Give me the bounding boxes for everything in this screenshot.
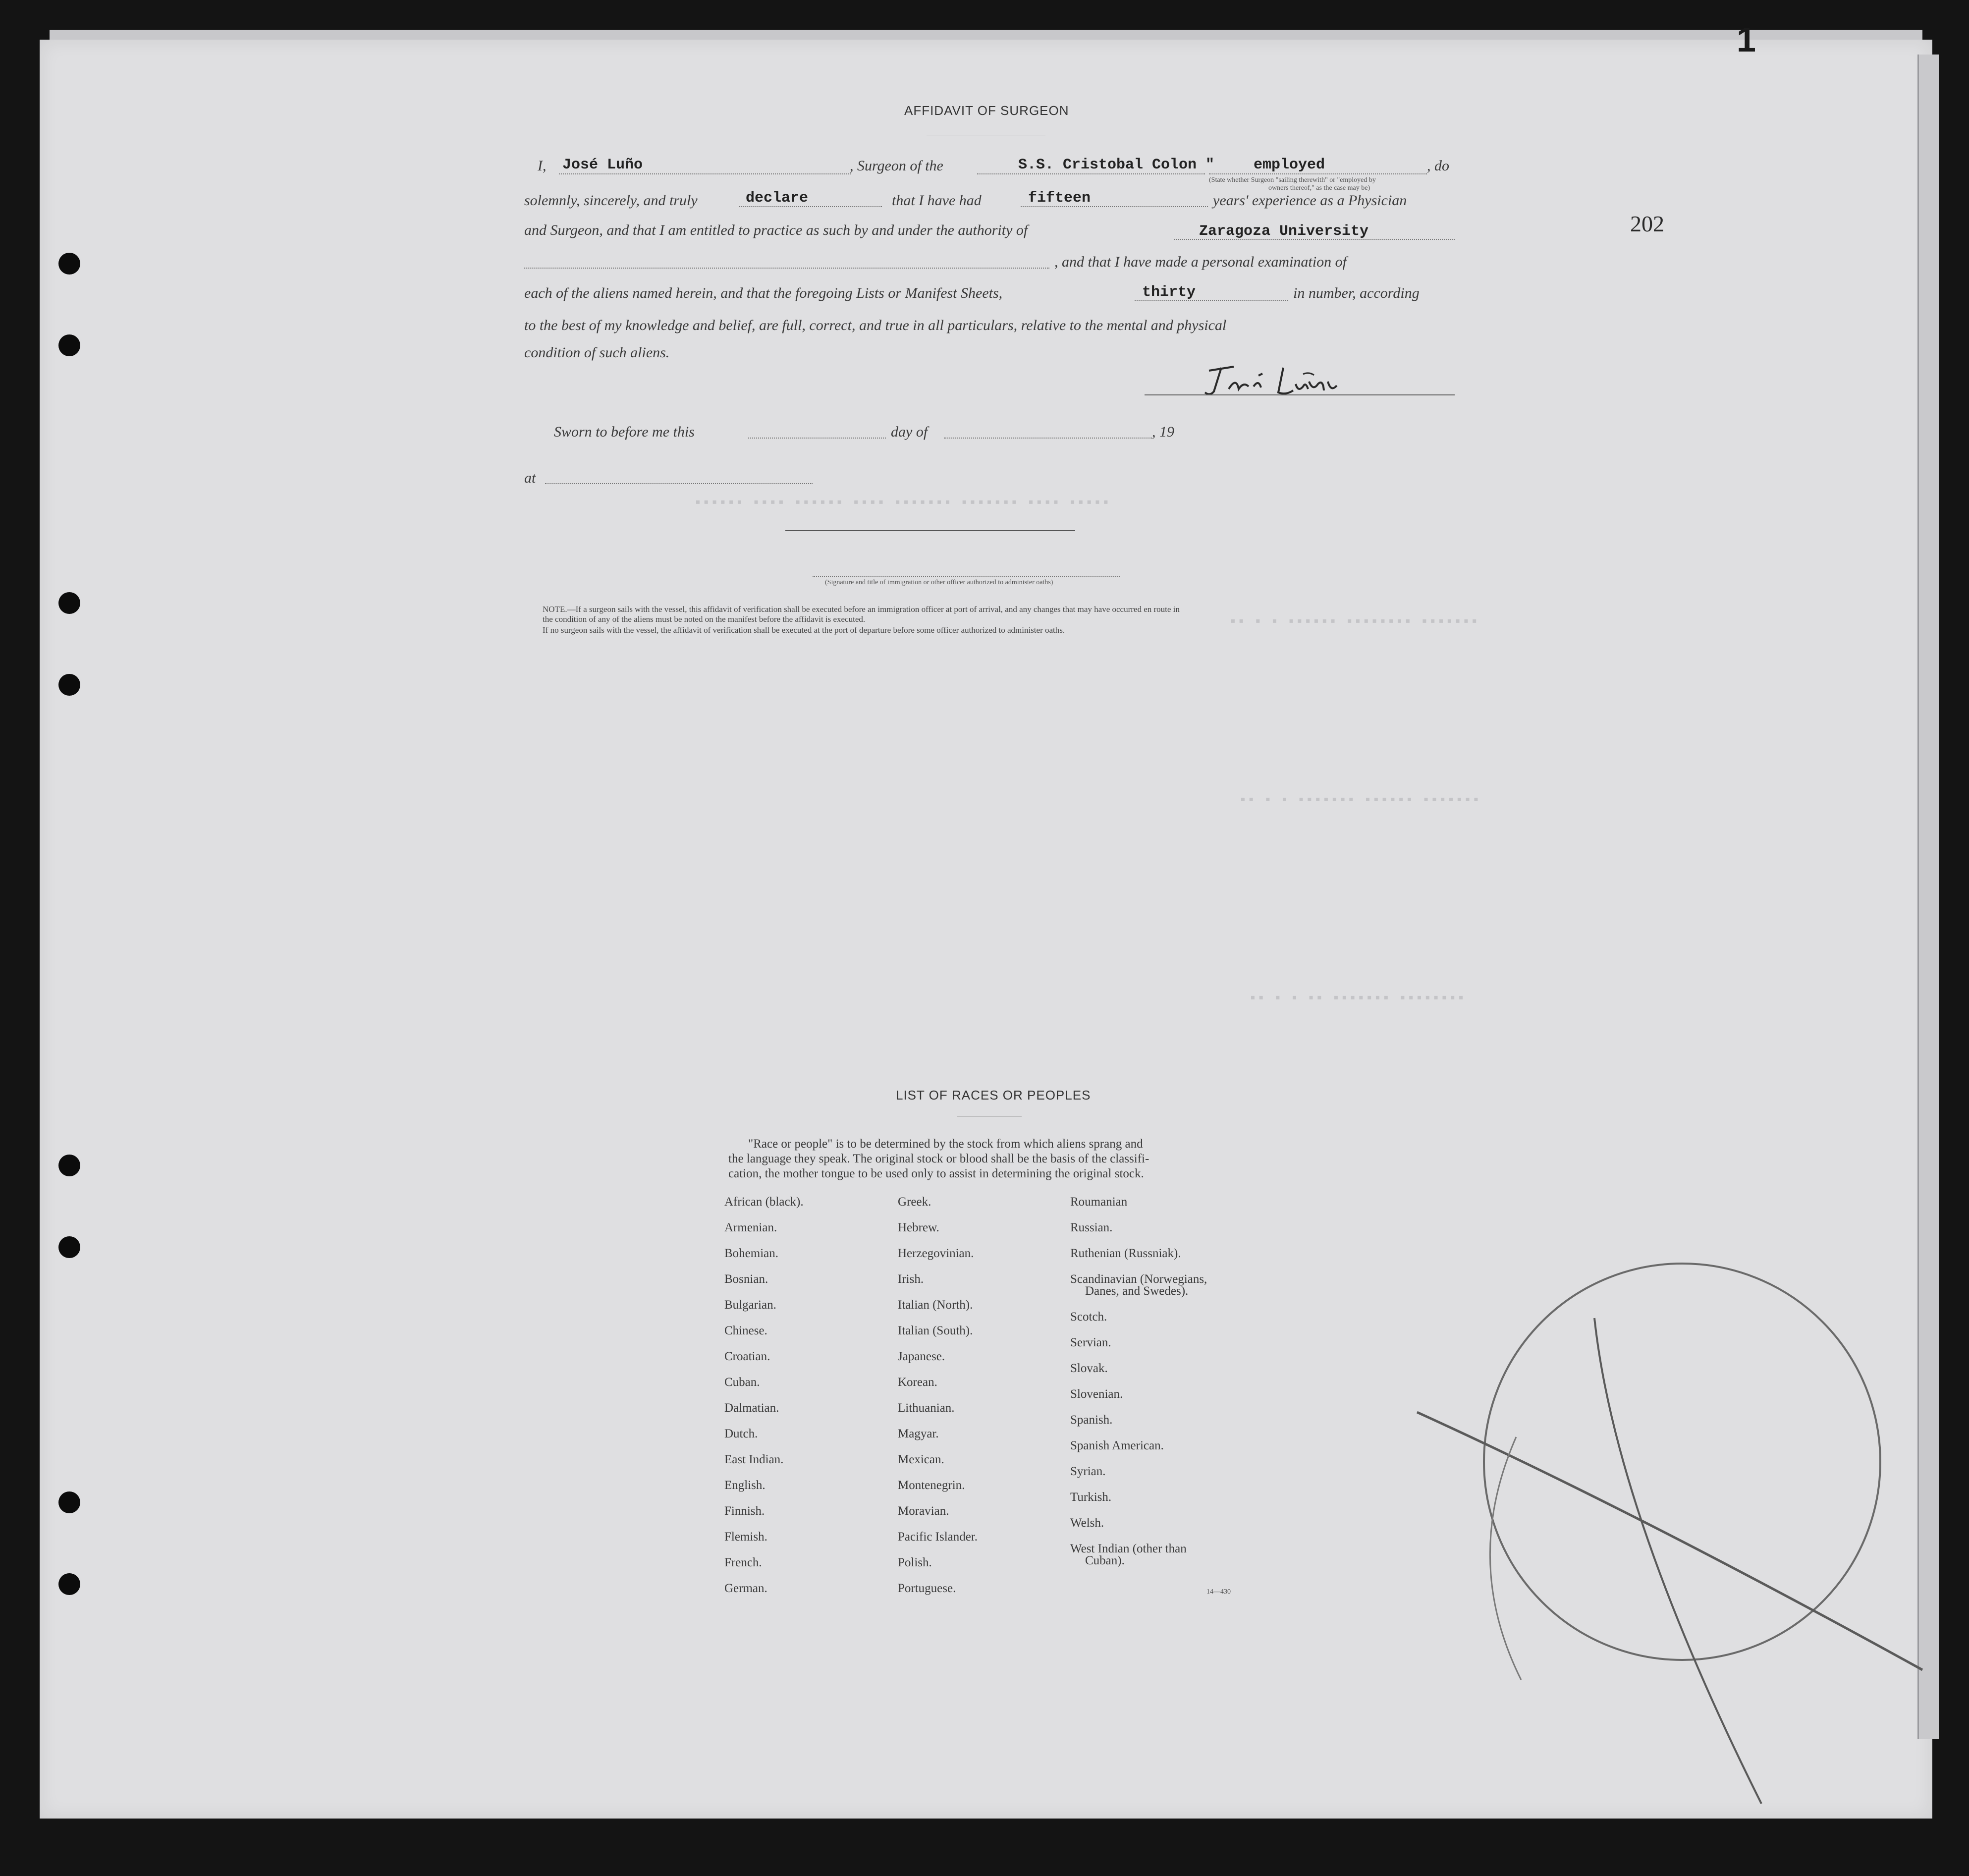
affidavit-line2-mid: that I have had bbox=[892, 192, 982, 209]
race-item: German. bbox=[724, 1582, 767, 1595]
race-item: Japanese. bbox=[898, 1350, 945, 1363]
note-line: the condition of any of the aliens must be noted on the manifest before the affidavit is executed. bbox=[543, 614, 866, 624]
race-item: Dutch. bbox=[724, 1427, 758, 1440]
race-item: Chinese. bbox=[724, 1324, 767, 1337]
strike-line bbox=[1417, 1412, 1922, 1670]
officer-caption: (Signature and title of immigration or other officer authorized to administer oaths) bbox=[825, 579, 1053, 586]
races-intro: "Race or people" is to be determined by the stock from which aliens sprang and bbox=[748, 1137, 1143, 1151]
race-item: Mexican. bbox=[898, 1453, 944, 1466]
form-number: 14—430 bbox=[1206, 1588, 1231, 1596]
race-item: Bulgarian. bbox=[724, 1298, 776, 1312]
race-item: Bohemian. bbox=[724, 1247, 779, 1260]
ship-name-field[interactable]: S.S. Cristobal Colon " bbox=[1018, 157, 1215, 173]
race-item: Greek. bbox=[898, 1195, 931, 1209]
race-item: Korean. bbox=[898, 1376, 937, 1389]
race-item: Russian. bbox=[1070, 1221, 1113, 1234]
employment-note: owners thereof," as the case may be) bbox=[1268, 184, 1370, 192]
corner-mark: 1 bbox=[1737, 20, 1756, 59]
surgeon-name-field[interactable]: José Luño bbox=[562, 157, 643, 173]
race-item: West Indian (other than bbox=[1070, 1542, 1187, 1555]
race-item: Irish. bbox=[898, 1272, 924, 1286]
sworn-prefix: Sworn to before me this bbox=[554, 424, 695, 440]
race-item: Cuban. bbox=[724, 1376, 760, 1389]
years-field[interactable]: fifteen bbox=[1028, 190, 1091, 207]
stamp-arc bbox=[1490, 1437, 1521, 1680]
race-item: Pacific Islander. bbox=[898, 1530, 978, 1544]
bleed-through: ▪▪▪▪▪▪ ▪▪▪▪ ▪▪▪▪▪▪ ▪▪▪▪ ▪▪▪▪▪▪▪ ▪▪▪▪▪▪▪ ▪▪▪▪ ▪▪▪▪▪ bbox=[694, 496, 1110, 511]
note-line: NOTE.—If a surgeon sails with the vessel, this affidavit of verification shall be executed before an immigration officer at port of arrival, and any changes that may have occurred en route in bbox=[543, 605, 1180, 614]
race-item: Lithuanian. bbox=[898, 1401, 955, 1415]
race-item: Hebrew. bbox=[898, 1221, 939, 1234]
affidavit-line7: condition of such aliens. bbox=[524, 344, 670, 361]
races-intro: the language they speak. The original stock or blood shall be the basis of the classifi- bbox=[728, 1152, 1149, 1165]
race-item: Moravian. bbox=[898, 1504, 949, 1518]
employment-field[interactable]: employed bbox=[1254, 157, 1325, 173]
race-item: Dalmatian. bbox=[724, 1401, 779, 1415]
employment-note: (State whether Surgeon "sailing therewith" or "employed by bbox=[1209, 176, 1376, 184]
race-item: Slovak. bbox=[1070, 1362, 1108, 1375]
races-title: LIST OF RACES OR PEOPLES bbox=[896, 1088, 1091, 1103]
race-item: Spanish American. bbox=[1070, 1439, 1164, 1452]
race-item: Ruthenian (Russniak). bbox=[1070, 1247, 1181, 1260]
race-item: Finnish. bbox=[724, 1504, 765, 1518]
affidavit-line2-end: years' experience as a Physician bbox=[1213, 192, 1407, 209]
race-item: Magyar. bbox=[898, 1427, 939, 1440]
race-item: Portuguese. bbox=[898, 1582, 956, 1595]
affidavit-title: AFFIDAVIT OF SURGEON bbox=[904, 103, 1069, 118]
race-item: Bosnian. bbox=[724, 1272, 768, 1286]
affidavit-line3: and Surgeon, and that I am entitled to practice as such by and under the authority of bbox=[524, 222, 1028, 238]
race-item: Welsh. bbox=[1070, 1516, 1104, 1530]
race-item: Croatian. bbox=[724, 1350, 770, 1363]
affidavit-line5-end: in number, according bbox=[1293, 285, 1420, 301]
affidavit-line6: to the best of my knowledge and belief, are full, correct, and true in all particulars, relative to the mental and physical bbox=[524, 317, 1227, 333]
race-item: English. bbox=[724, 1479, 766, 1492]
note-line: If no surgeon sails with the vessel, the affidavit of verification shall be executed at the port of departure before some officer authorized to administer oaths. bbox=[543, 625, 1065, 635]
race-item: African (black). bbox=[724, 1195, 804, 1209]
race-item: Armenian. bbox=[724, 1221, 777, 1234]
race-item: Montenegrin. bbox=[898, 1479, 965, 1492]
bleed-through: ▪▪ ▪ ▪ ▪▪▪▪▪▪ ▪▪▪▪▪▪▪▪ ▪▪▪▪▪▪▪ bbox=[1229, 614, 1479, 630]
race-item: Slovenian. bbox=[1070, 1387, 1123, 1401]
races-intro: cation, the mother tongue to be used only to assist in determining the original stock. bbox=[728, 1167, 1144, 1180]
race-item: Servian. bbox=[1070, 1336, 1111, 1349]
race-item: Turkish. bbox=[1070, 1490, 1112, 1504]
affidavit-line1-mid: , Surgeon of the bbox=[850, 158, 943, 174]
race-item: Polish. bbox=[898, 1556, 932, 1569]
race-item: Italian (South). bbox=[898, 1324, 973, 1337]
sworn-mid: day of bbox=[891, 424, 928, 440]
affidavit-line2-prefix: solemnly, sincerely, and truly bbox=[524, 192, 698, 209]
affidavit-line5-prefix: each of the aliens named herein, and that the foregoing Lists or Manifest Sheets, bbox=[524, 285, 1003, 301]
race-item: Scotch. bbox=[1070, 1310, 1107, 1324]
race-item: Danes, and Swedes). bbox=[1085, 1284, 1189, 1298]
race-item: Roumanian bbox=[1070, 1195, 1128, 1209]
bleed-through: ▪▪ ▪ ▪ ▪▪▪▪▪▪▪ ▪▪▪▪▪▪ ▪▪▪▪▪▪▪ bbox=[1239, 793, 1480, 808]
strike-line bbox=[1594, 1318, 1761, 1804]
race-item: Cuban). bbox=[1085, 1554, 1125, 1567]
affidavit-line1-end: , do bbox=[1427, 158, 1449, 174]
affidavit-line4-end: , and that I have made a personal examination of bbox=[1054, 254, 1347, 270]
race-item: Herzegovinian. bbox=[898, 1247, 974, 1260]
race-item: Italian (North). bbox=[898, 1298, 973, 1312]
race-item: Syrian. bbox=[1070, 1465, 1106, 1478]
race-item: Flemish. bbox=[724, 1530, 767, 1544]
race-item: Spanish. bbox=[1070, 1413, 1113, 1427]
race-item: French. bbox=[724, 1556, 762, 1569]
stamp-circle bbox=[1484, 1264, 1880, 1660]
race-item: East Indian. bbox=[724, 1453, 784, 1466]
affidavit-line1-prefix: I, bbox=[538, 158, 547, 174]
sheets-count-field[interactable]: thirty bbox=[1142, 284, 1196, 301]
race-item: Scandinavian (Norwegians, bbox=[1070, 1272, 1207, 1286]
page-number: 202 bbox=[1630, 211, 1664, 236]
bleed-through: ▪▪ ▪ ▪ ▪▪ ▪▪▪▪▪▪▪ ▪▪▪▪▪▪▪▪ bbox=[1249, 991, 1465, 1006]
sworn-end: , 19 bbox=[1152, 424, 1174, 440]
at-label: at bbox=[524, 470, 536, 486]
declare-field[interactable]: declare bbox=[746, 190, 809, 207]
authority-field[interactable]: Zaragoza University bbox=[1199, 223, 1369, 240]
